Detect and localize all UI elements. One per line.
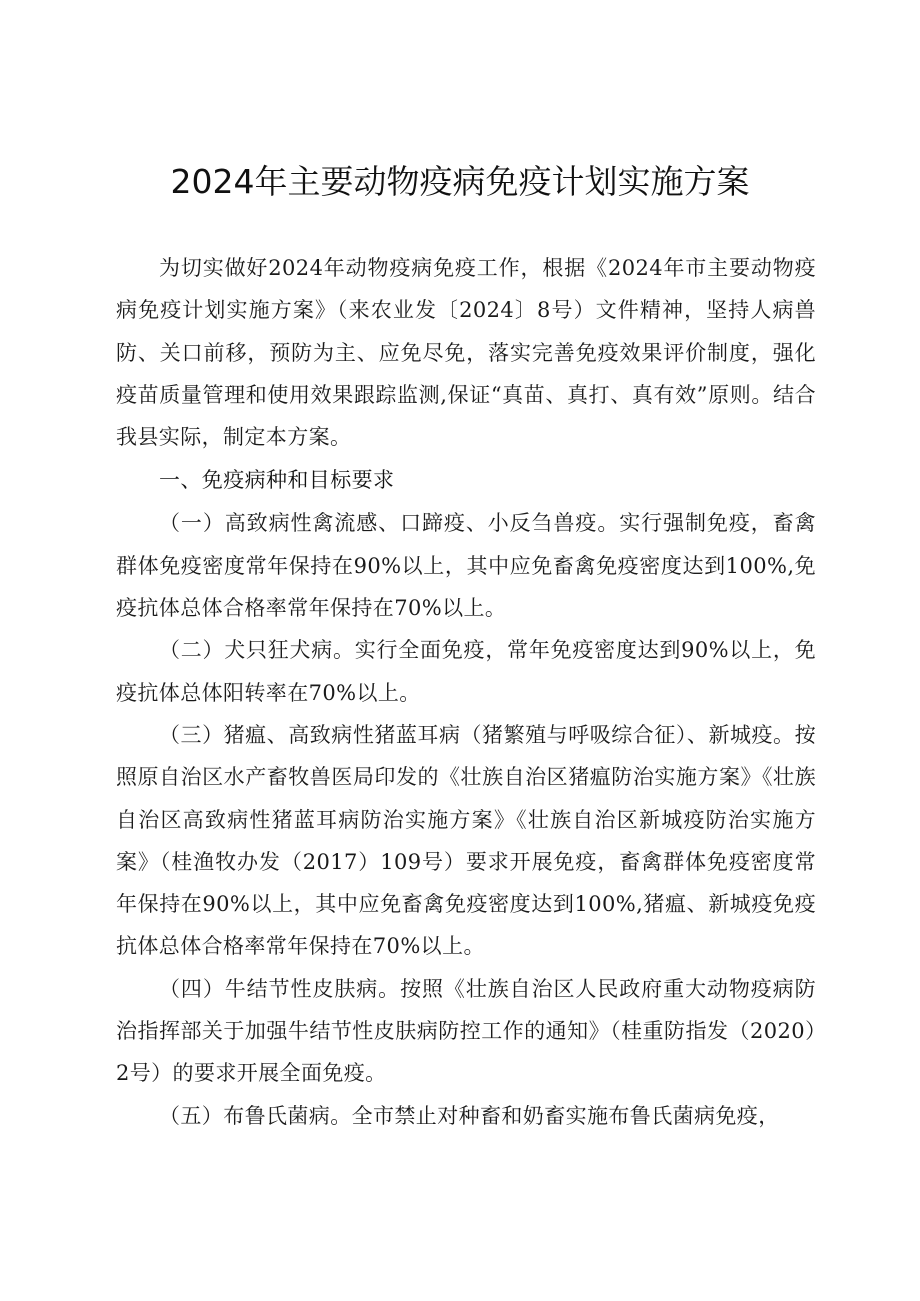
document-title: 2024年主要动物疫病免疫计划实施方案 [170, 162, 750, 201]
item-paragraph-1: （一）高致病性禽流感、口蹄疫、小反刍兽疫。实行强制免疫，畜禽群体免疫密度常年保持在90%以上，其中应免畜禽免疫密度达到100%,免疫抗体总体合格率常年保持在70%以上。 [116, 511, 816, 621]
item-paragraph-4: （四）牛结节性皮肤病。按照《壮族自治区人民政府重大动物疫病防治指挥部关于加强牛结节性皮肤病防控工作的通知》（桂重防指发（2020）2号）的要求开展全面免疫。 [116, 976, 816, 1086]
item-paragraph-3: （三）猪瘟、高致病性猪蓝耳病（猪繁殖与呼吸综合征）、新城疫。按照原自治区水产畜牧兽医局印发的《壮族自治区猪瘟防治实施方案》《壮族自治区高致病性猪蓝耳病防治实施方案》《壮族自治区新城疫防治实施方案》（桂渔牧办发（2017）109号）要求开展免疫，畜禽群体免疫密度常年保持在90%以上，其中应免畜禽免疫密度达到100%,猪瘟、新城疫免疫抗体总体合格率常年保持在70%以上。 [116, 722, 816, 959]
intro-paragraph: 为切实做好2024年动物疫病免疫工作，根据《2024年市主要动物疫病免疫计划实施方案》（来农业发〔2024〕8号）文件精神，坚持人病兽防、关口前移，预防为主、应免尽免，落实完善免疫效果评价制度，强化疫苗质量管理和使用效果跟踪监测,保证“真苗、真打、真有效”原则。结合我县实际，制定本方案。 [116, 256, 816, 450]
document-body [116, 247, 816, 1137]
section-heading-1: 一、免疫病种和目标要求 [159, 468, 395, 493]
item-paragraph-2: （二）犬只狂犬病。实行全面免疫，常年免疫密度达到90%以上，免疫抗体总体阳转率在70%以上。 [116, 638, 816, 705]
item-paragraph-5: （五）布鲁氏菌病。全市禁止对种畜和奶畜实施布鲁氏菌病免疫， [159, 1103, 780, 1128]
